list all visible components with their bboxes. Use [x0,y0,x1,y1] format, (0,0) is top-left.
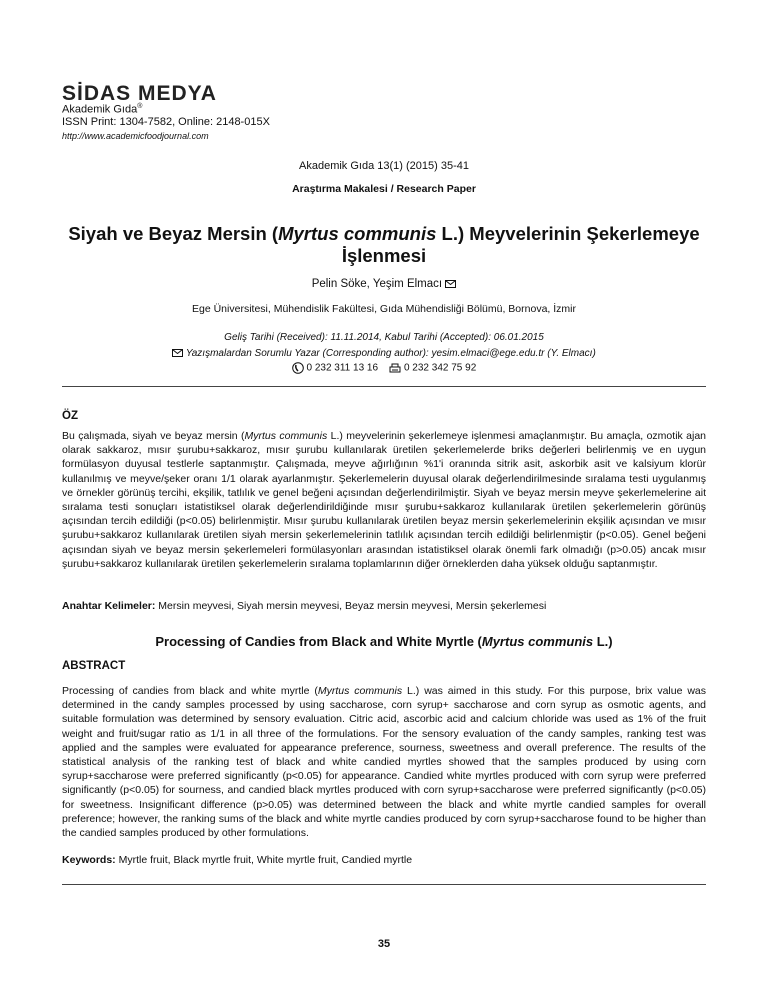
title-species: Myrtus communis [278,223,437,244]
corresponding-text: Yazışmalardan Sorumlu Yazar (Corresponding author): yesim.elmaci@ege.edu.tr (Y. Elmacı) [185,348,596,359]
envelope-icon [172,349,183,357]
keywords-tr-label: Anahtar Kelimeler: [62,600,156,612]
abstract-text: L.) was aimed in this study. For this purpose, brix value was determined in the candy samples processed by using saccharose, corn syrup+ saccharose and corn syrup as osmotic agents, and suitable formulation was determined by sensory evaluation. Citric acid, ascorbic acid and calcium chloride was used as 1% of the fruit weight and fruit/sugar ratio as 1/1 in all three of the formulations. For the sensory evaluation of the candy samples, ranking test was applied and the samples were evaluated for appearance preference, sourness, sweetness and overall preference. The results of the statistical analysis of the ranking test of black and white candied myrtles showed that the samples produced by using corn syrup+saccharose were preferred significantly (p<0.05) for appearance. Candied white myrtles produced with corn syrup were preferred significantly (p<0.05) for sourness, and candied black myrtles produced with corn syrup+saccharose were preferred significantly (p<0.05) for sweetness. Insignificant difference (p>0.05) was determined between the black and white myrtle candied samples for overall preference; however, the ranking sums of the black and white myrtle candies produced by corn syrup+saccharose found to be higher than the candied samples produced by other formulations. [62,685,707,840]
en-title-part: Processing of Candies from Black and White Myrtle ( [155,634,482,649]
oz-text: L.) meyvelerinin şekerlemeye işlenmesi amaçlanmıştır. Bu amaçla, ozmotik ajan olarak sakkaroz, mısır şurubu+sakkaroz, mısır şurubu kullanılarak üretilen şekerlemelerde briks değerleri belirlenmiş ve en uygun formülasyon duyusal testlerle saptanmıştır. Çalışmada, meyve ağırlığının %1'i oranında sitrik asit, askorbik asit ve kalsiyum klorür kullanılmış ve meyve/şeker oranı 1/1 olarak ayarlanmıştır. Şekerlemelerin duyusal olarak değerlendirilmesinde sıralama testi uygulanmış ve örnekler görünüş tercihi, ekşilik, tatlılık ve genel beğeni açısından değerlendirilmiştir. Siyah ve beyaz mersin meyve şekerlemelerine ait sıralama testi sonuçları istatistiksel olarak değerlendirildiğinde mısır şurubu+sakkaroz kullanılarak üretilen şekerlemelerin görünüş açısından tercih edildiği (p<0.05) belirlenmiştir. Mısır şurubu kullanılarak üretilen beyaz mersin şekerlemelerinin ekşilik açısından ve mısır şurubu+sakkaroz kullanılarak üretilen siyah mersin şekerlemelerinin tatlılık açısından tercih edildiği belirlenmiştir (p<0.05). Genel beğeni açısından siyah ve beyaz mersin şekerlemeleri formülasyonları arasından istatistiksel olarak önemli fark olmadığı (p>0.05) ancak mısır şurubu+sakkaroz kullanılarak üretilen şekerlemelerin sıralama toplamlarının diğer örneklerden daha yüksek olduğu saptanmıştır. [62,430,706,570]
page-number: 35 [377,938,391,950]
citation: Akademik Gıda 13(1) (2015) 35-41 [299,160,469,172]
author-names: Pelin Söke, Yeşim Elmacı [311,278,443,290]
abstract-text: Processing of candies from black and white myrtle ( [62,685,318,697]
paper-type: Araştırma Makalesi / Research Paper [292,183,476,195]
fax-number: 0 232 342 75 92 [403,362,477,374]
contact-numbers [62,362,706,374]
keywords-en-text: Myrtle fruit, Black myrtle fruit, White myrtle fruit, Candied myrtle [115,854,413,866]
publisher-logo: SİDAS MEDYA [62,82,217,105]
title-part: L.) Meyvelerinin Şekerlemeye İşlenmesi [341,223,700,266]
keywords-tr [62,600,706,612]
phone-number: 0 232 311 13 16 [306,362,379,374]
paper-title [62,223,706,267]
issn: ISSN Print: 1304-7582, Online: 2148-015X [62,116,270,128]
corresponding-author [62,348,706,359]
oz-text: Bu çalışmada, siyah ve beyaz mersin ( [62,430,245,442]
fax-icon [389,363,401,374]
oz-body [62,429,706,571]
english-title [62,634,706,649]
authors [62,278,706,290]
phone-icon [292,362,304,374]
abstract-species: Myrtus communis [317,685,403,697]
en-title-species: Myrtus communis [481,634,594,649]
keywords-tr-text: Mersin meyvesi, Siyah mersin meyvesi, Beyaz mersin meyvesi, Mersin şekerlemesi [155,600,547,612]
oz-species: Myrtus communis [244,430,328,442]
journal-name-text: Akademik Gıda [62,103,138,116]
envelope-icon [445,280,456,288]
journal-url[interactable]: http://www.academicfoodjournal.com [62,131,209,141]
oz-heading: ÖZ [62,410,78,422]
en-title-part: L.) [593,634,613,649]
abstract-heading: ABSTRACT [62,660,126,672]
received-accepted-dates: Geliş Tarihi (Received): 11.11.2014, Kabul Tarihi (Accepted): 06.01.2015 [224,332,544,343]
divider [62,884,706,885]
journal-name [62,103,142,116]
affiliation: Ege Üniversitesi, Mühendislik Fakültesi, Gıda Mühendisliği Bölümü, Bornova, İzmir [192,303,576,315]
title-part: Siyah ve Beyaz Mersin ( [68,223,279,244]
divider [62,386,706,387]
abstract-body [62,684,706,840]
keywords-en-label: Keywords: [62,854,116,866]
registered-mark: ® [137,103,143,110]
keywords-en [62,854,706,866]
